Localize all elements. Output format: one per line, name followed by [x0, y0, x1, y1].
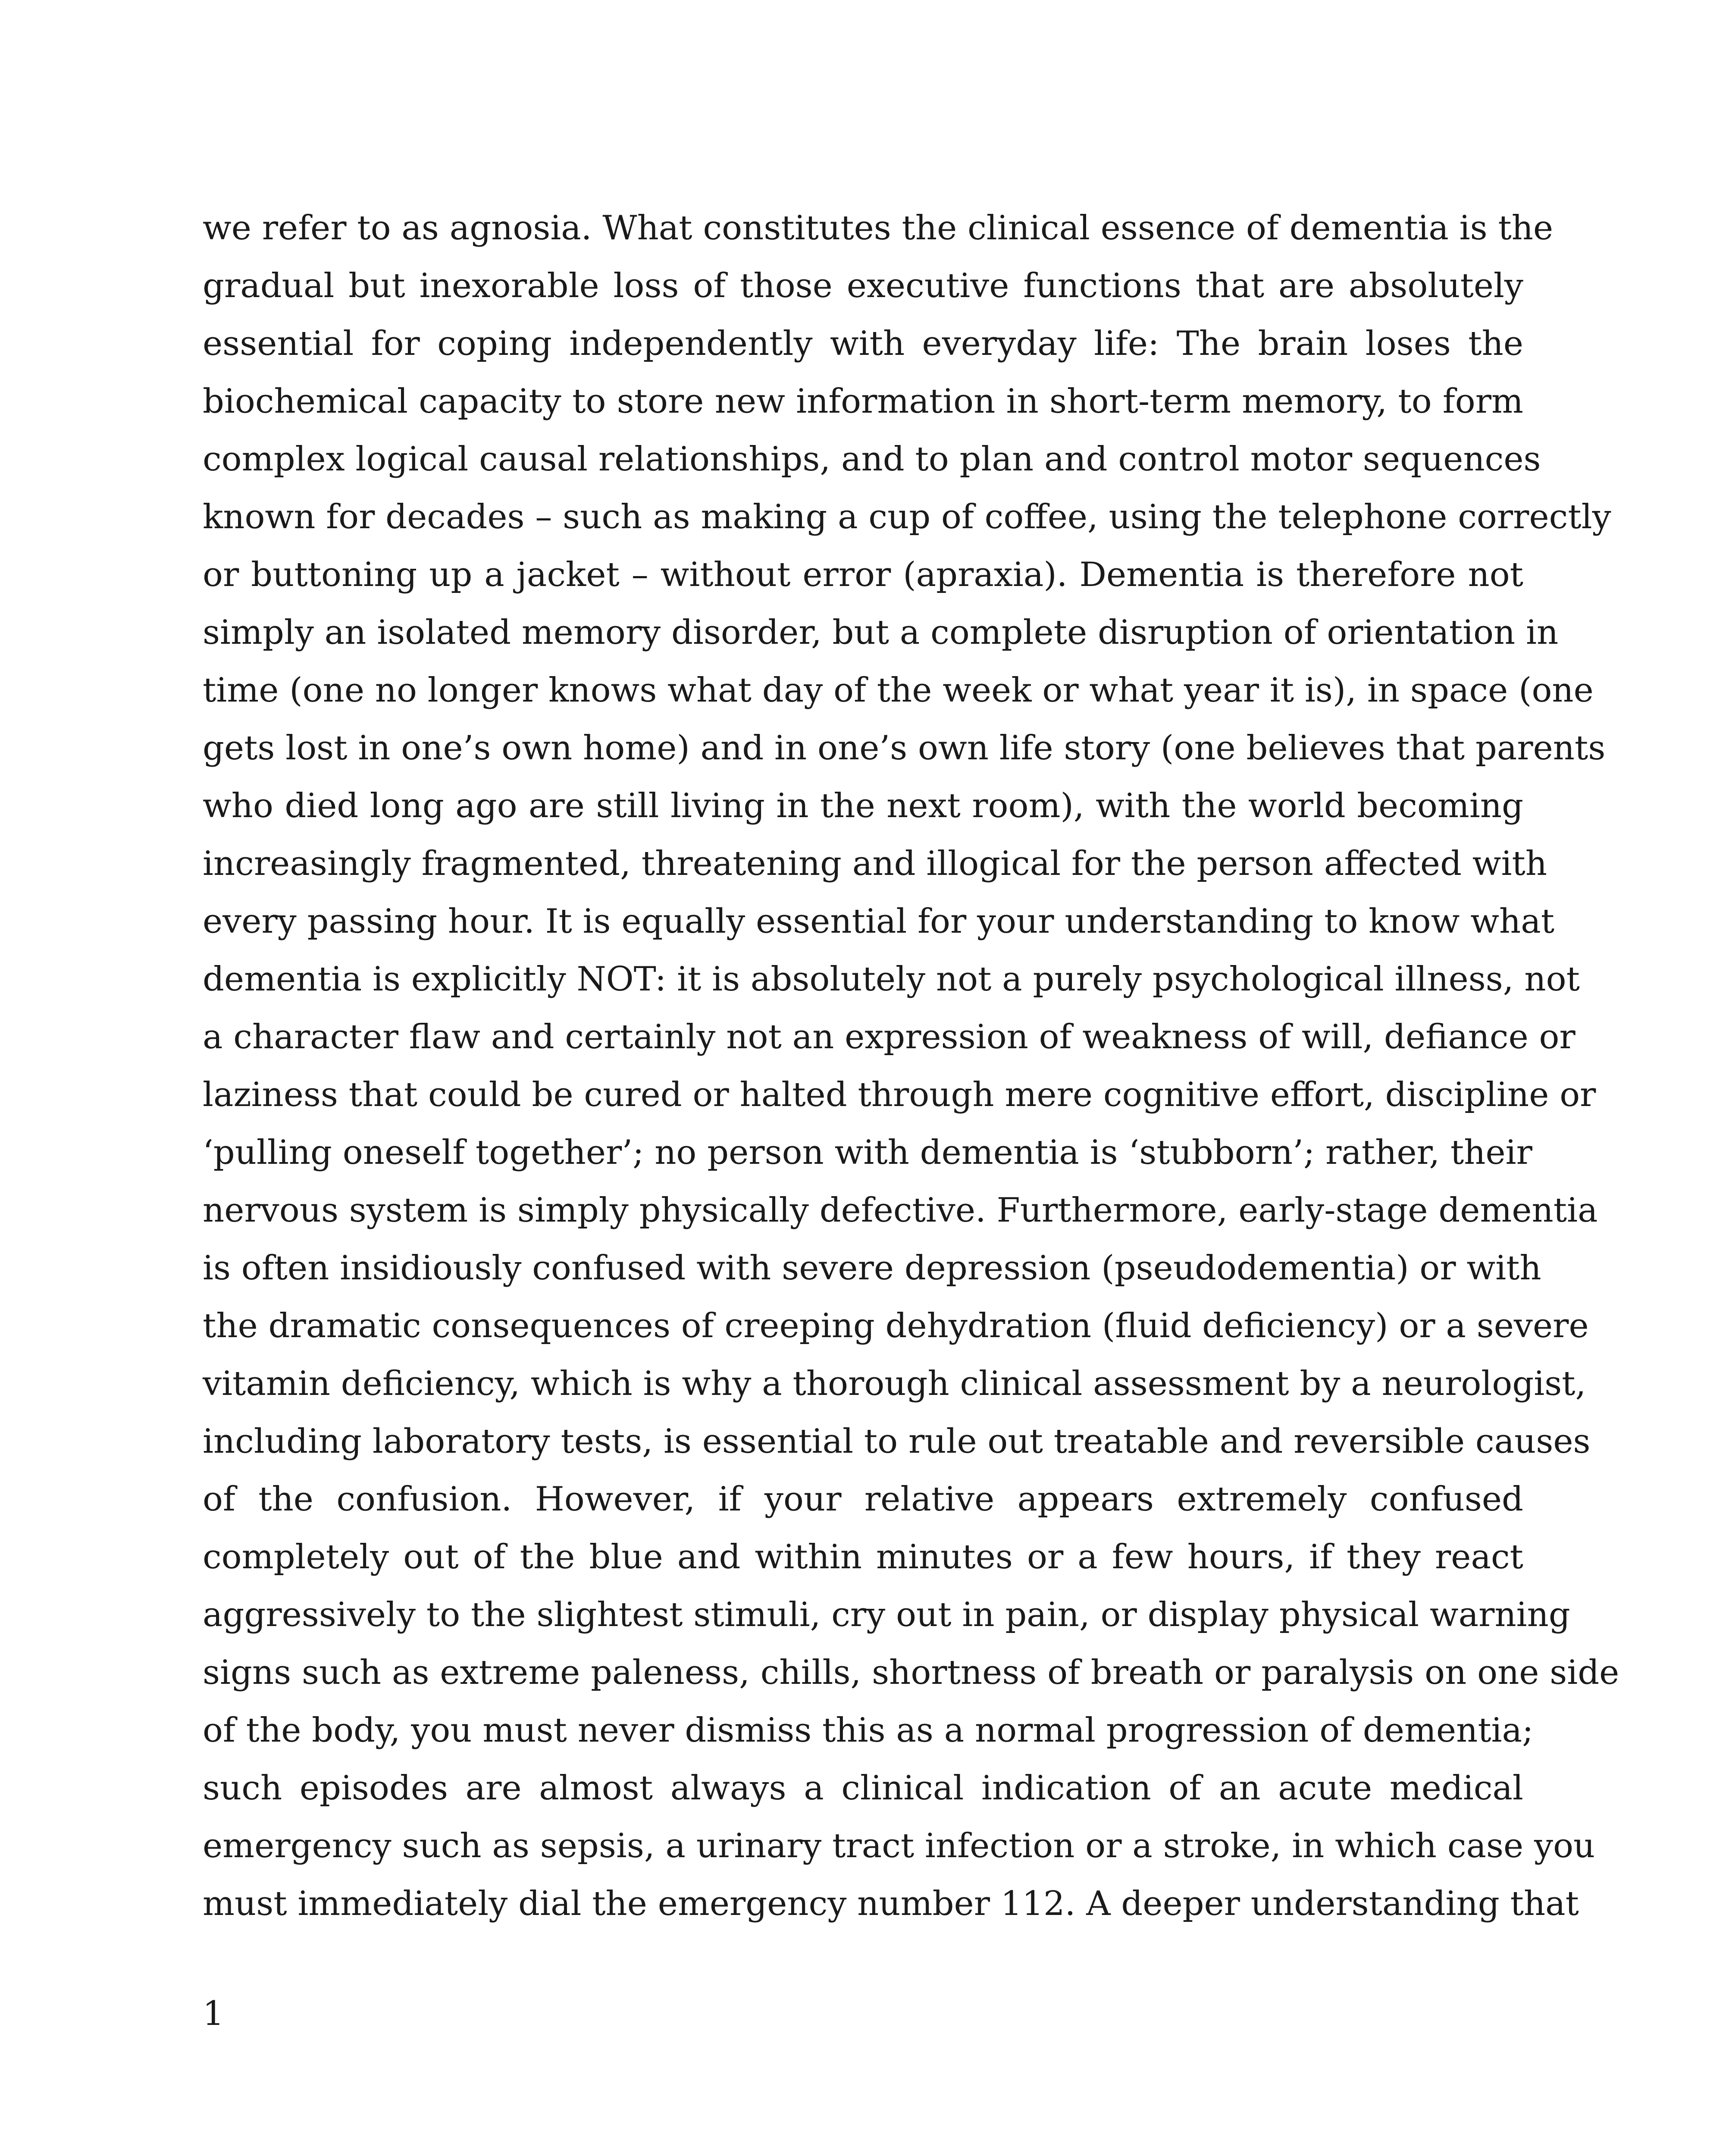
text-line-4: biochemical capacity to store new information in short-term memory, to form — [203, 382, 1523, 421]
text-line-10: gets lost in one’s own home) and in one’s own life story (one believes that parents — [203, 729, 1606, 768]
page-number: 1 — [203, 1994, 224, 2033]
text-line-1: we refer to as agnosia. What constitutes the clinical essence of dementia is the — [203, 209, 1553, 248]
text-line-12: increasingly fragmented, threatening and illogical for the person affected with — [203, 844, 1547, 883]
text-line-29: emergency such as sepsis, a urinary tract infection or a stroke, in which case you — [203, 1827, 1595, 1865]
text-line-19: is often insidiously confused with severe depression (pseudodementia) or with — [203, 1249, 1541, 1288]
text-line-25: aggressively to the slightest stimuli, cry out in pain, or display physical warning — [203, 1595, 1570, 1634]
text-line-27: of the body, you must never dismiss this as a normal progression of dementia; — [203, 1711, 1534, 1750]
text-line-17: ‘pulling oneself together’; no person with dementia is ‘stubborn’; rather, their — [203, 1133, 1532, 1172]
text-line-16: laziness that could be cured or halted through mere cognitive effort, discipline or — [203, 1075, 1596, 1114]
text-line-2: gradual but inexorable loss of those executive functions that are absolutely — [203, 266, 1523, 305]
text-line-8: simply an isolated memory disorder, but a complete disruption of orientation in — [203, 613, 1559, 652]
body-paragraph — [203, 199, 1619, 1933]
text-line-22: including laboratory tests, is essential to rule out treatable and reversible causes — [203, 1422, 1591, 1461]
text-line-18: nervous system is simply physically defective. Furthermore, early-stage dementia — [203, 1191, 1598, 1230]
text-line-3: essential for coping independently with everyday life: The brain loses the — [203, 324, 1523, 363]
text-line-20: the dramatic consequences of creeping dehydration (fluid deficiency) or a severe — [203, 1307, 1589, 1345]
text-line-28: such episodes are almost always a clinical indication of an acute medical — [203, 1769, 1523, 1808]
text-line-13: every passing hour. It is equally essential for your understanding to know what — [203, 902, 1555, 941]
text-line-5: complex logical causal relationships, and to plan and control motor sequences — [203, 440, 1541, 479]
text-line-30: must immediately dial the emergency number 112. A deeper understanding that — [203, 1884, 1579, 1923]
text-line-21: vitamin deficiency, which is why a thorough clinical assessment by a neurologist, — [203, 1364, 1586, 1403]
text-line-26: signs such as extreme paleness, chills, shortness of breath or paralysis on one side — [203, 1653, 1619, 1692]
text-line-15: a character flaw and certainly not an expression of weakness of will, defiance or — [203, 1018, 1575, 1056]
text-line-11: who died long ago are still living in the next room), with the world becoming — [203, 787, 1523, 825]
text-line-14: dementia is explicitly NOT: it is absolutely not a purely psychological illness, not — [203, 960, 1580, 999]
text-line-7: or buttoning up a jacket – without error (apraxia). Dementia is therefore not — [203, 555, 1523, 594]
text-line-9: time (one no longer knows what day of the week or what year it is), in space (one — [203, 671, 1594, 710]
text-line-23: of the confusion. However, if your relative appears extremely confused — [203, 1480, 1523, 1519]
text-line-24: completely out of the blue and within minutes or a few hours, if they react — [203, 1538, 1523, 1576]
text-line-6: known for decades – such as making a cup of coffee, using the telephone correctly — [203, 498, 1611, 536]
